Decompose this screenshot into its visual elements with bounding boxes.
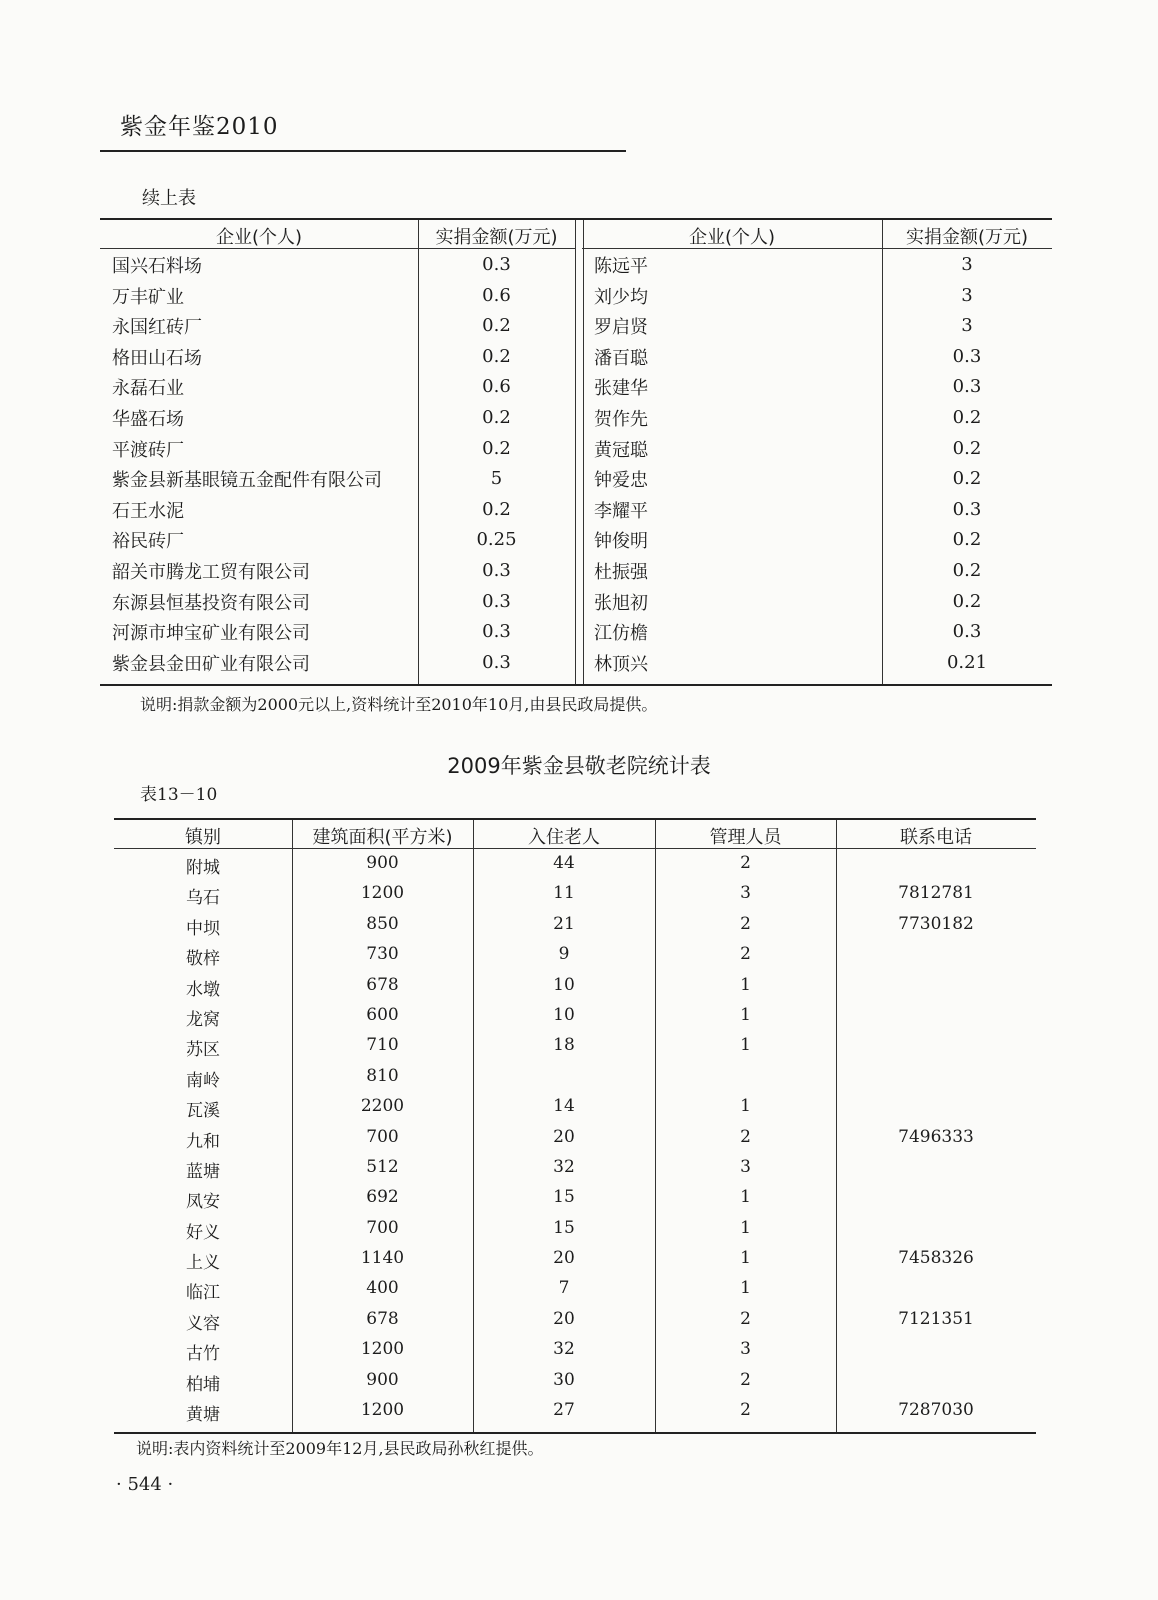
table-row [582,523,1052,554]
resident-elders: 9 [558,944,570,965]
resident-elders: 21 [553,913,575,934]
donor-name: 刘少均 [594,286,648,308]
resident-elders: 15 [553,1187,575,1208]
table-row [114,1304,1036,1334]
table-row [114,848,1036,878]
management-staff: 1 [740,1278,751,1299]
building-area: 600 [366,1004,399,1025]
yearbook-header-title: 紫金年鉴2010 [120,114,279,140]
donor-name: 潘百聪 [594,347,648,369]
table-row [100,309,575,340]
table-row [582,615,1052,646]
donor-name: 紫金县新基眼镜五金配件有限公司 [112,470,382,492]
table-row [114,878,1036,908]
nursing-note: 说明:表内资料统计至2009年12月,县民政局孙秋红提供。 [136,1439,544,1458]
resident-elders: 14 [553,1096,575,1117]
table-row [582,309,1052,340]
donation-table-right-half [582,220,1052,684]
donor-name: 黄冠聪 [594,439,648,461]
column-header-town: 镇别 [185,827,221,848]
donation-table-left-half [100,220,575,684]
donor-name: 韶关市腾龙工贸有限公司 [112,561,310,583]
table-number-label: 表13－10 [140,785,218,805]
table-row [114,1122,1036,1152]
donation-amount: 0.6 [482,376,511,398]
donation-amount: 0.3 [952,621,982,643]
donation-table [100,218,1052,686]
building-area: 1140 [360,1248,405,1269]
building-area: 1200 [360,1400,405,1421]
nursing-home-table [114,818,1036,1434]
continued-label: 续上表 [142,188,196,209]
table-row [100,462,575,493]
donor-name: 李耀平 [594,500,648,522]
building-area: 710 [366,1035,399,1056]
resident-elders: 20 [553,1308,575,1329]
table-row [114,970,1036,1000]
donation-amount: 0.3 [482,651,511,673]
donor-name: 张建华 [594,378,648,400]
donor-name: 国兴石料场 [112,256,202,277]
donation-amount: 0.2 [482,345,511,367]
resident-elders: 44 [553,853,575,873]
management-staff: 3 [740,883,751,904]
column-header-amount: 实捐金额(万元) [905,227,1029,248]
table-row [582,370,1052,401]
donation-amount: 0.2 [952,437,982,459]
resident-elders: 11 [553,883,575,904]
town-name: 义容 [186,1313,220,1334]
table-row [114,1152,1036,1182]
donation-amount: 3 [961,315,973,337]
management-staff: 2 [740,1400,751,1421]
column-header-amount: 实捐金额(万元) [435,227,558,248]
donation-amount: 0.3 [482,254,511,275]
page-number: · 544 · [116,1474,174,1495]
table-row [114,1243,1036,1273]
management-staff: 2 [740,1369,751,1390]
town-name: 水墩 [186,979,220,1000]
table-row [100,615,575,646]
resident-elders: 10 [553,1004,575,1025]
donation-table-header-left [100,220,575,249]
management-staff: 2 [740,1126,751,1147]
table-row [582,493,1052,524]
resident-elders: 32 [553,1339,575,1360]
donation-amount: 0.3 [482,590,511,612]
building-area: 900 [366,1369,399,1390]
donation-rows-left [100,248,575,676]
building-area: 678 [366,974,399,995]
management-staff: 3 [740,1339,751,1360]
donor-name: 东源县恒基投资有限公司 [112,592,310,614]
management-staff: 1 [740,1004,751,1025]
donation-amount: 0.2 [952,529,982,551]
resident-elders: 30 [553,1369,575,1390]
column-header-enterprise: 企业(个人) [215,227,303,248]
donor-name: 杜振强 [594,561,648,583]
donor-name: 江仿檐 [594,623,648,645]
management-staff: 1 [740,1217,751,1238]
donor-name: 张旭初 [594,592,648,614]
table-row [582,340,1052,371]
donation-amount: 0.25 [476,529,517,551]
town-name: 乌石 [186,888,220,909]
town-name: 龙窝 [186,1009,220,1030]
table-row [100,646,575,677]
donor-name: 万丰矿业 [112,286,184,308]
contact-phone: 7458326 [898,1248,974,1269]
contact-phone: 7730182 [898,913,974,934]
donation-amount: 0.2 [952,590,982,612]
building-area: 700 [366,1217,399,1238]
donation-rows-right [582,248,1052,676]
donor-name: 罗启贤 [594,317,648,339]
donor-name: 永国红砖厂 [112,317,202,339]
table-row [114,1365,1036,1395]
resident-elders: 18 [553,1035,575,1056]
building-area: 700 [366,1126,399,1147]
donation-amount: 0.2 [482,437,511,459]
management-staff: 2 [740,1308,751,1329]
donation-amount: 0.3 [952,498,982,520]
table-row [582,248,1052,279]
donation-amount: 0.3 [482,621,511,643]
table-row [114,1091,1036,1121]
management-staff: 1 [740,1187,751,1208]
donation-amount: 5 [490,468,503,490]
donor-name: 紫金县金田矿业有限公司 [112,653,310,675]
resident-elders: 15 [553,1217,575,1238]
management-staff: 3 [740,1156,751,1177]
town-name: 凤安 [186,1192,220,1213]
nursing-table-header [114,820,1036,849]
donor-name: 裕民砖厂 [112,531,184,553]
management-staff: 1 [740,1035,751,1056]
table-row [100,401,575,432]
resident-elders: 20 [553,1248,575,1269]
table-row [582,554,1052,585]
donor-name: 陈远平 [594,256,648,277]
table-row [582,279,1052,310]
donor-name: 格田山石场 [112,347,202,369]
building-area: 1200 [360,883,405,904]
nursing-table-title: 2009年紫金县敬老院统计表 [447,754,711,778]
donation-amount: 0.2 [482,406,511,428]
donation-amount: 0.3 [482,559,511,581]
management-staff: 2 [740,853,751,873]
table-row [100,493,575,524]
donor-name: 林顶兴 [594,653,648,675]
table-row [100,432,575,463]
table-row [582,585,1052,616]
town-name: 临江 [186,1283,220,1304]
column-header-elders: 入住老人 [528,827,600,848]
donor-name: 永磊石业 [112,378,184,400]
town-name: 敬梓 [186,949,220,970]
donation-table-header-right [582,220,1052,249]
table-row [582,432,1052,463]
donor-name: 河源市坤宝矿业有限公司 [112,623,310,645]
town-name: 南岭 [186,1070,220,1091]
table-row [100,370,575,401]
town-name: 古竹 [186,1344,220,1365]
resident-elders: 20 [553,1126,575,1147]
donor-name: 钟爱忠 [594,470,648,492]
table-row [114,1273,1036,1303]
table-row [100,523,575,554]
column-header-area: 建筑面积(平方米) [312,827,453,848]
table-row [114,1000,1036,1030]
contact-phone: 7121351 [898,1308,974,1329]
donation-amount: 0.2 [952,559,982,581]
resident-elders: 32 [553,1156,575,1177]
donor-name: 钟俊明 [594,531,648,553]
donation-amount: 0.6 [482,284,511,306]
donation-amount: 0.2 [482,498,511,520]
donation-amount: 0.21 [946,651,988,673]
donor-name: 贺作先 [594,408,648,430]
management-staff: 2 [740,944,751,965]
building-area: 900 [366,853,399,873]
table-row [114,939,1036,969]
building-area: 1200 [360,1339,405,1360]
building-area: 512 [366,1156,399,1177]
contact-phone: 7812781 [898,883,974,904]
donation-amount: 0.3 [952,376,982,398]
building-area: 810 [366,1065,399,1086]
donation-amount: 3 [961,284,973,306]
management-staff: 1 [740,974,751,995]
management-staff: 1 [740,1096,751,1117]
nursing-table-rows [114,848,1036,1425]
donor-name: 石王水泥 [112,500,184,522]
resident-elders: 27 [553,1400,575,1421]
table-row [100,248,575,279]
town-name: 中坝 [186,918,220,939]
table-row [114,1395,1036,1425]
donation-amount: 0.2 [482,315,511,337]
building-area: 850 [366,913,399,934]
town-name: 附城 [186,858,220,878]
donor-name: 华盛石场 [112,408,184,430]
table-row [114,1061,1036,1091]
town-name: 苏区 [186,1040,220,1061]
donation-amount: 0.2 [952,468,982,490]
town-name: 上义 [186,1253,220,1274]
table-row [114,1334,1036,1364]
town-name: 黄塘 [186,1405,220,1426]
management-staff: 2 [740,913,751,934]
town-name: 瓦溪 [186,1101,220,1122]
table-row [582,646,1052,677]
town-name: 蓝塘 [186,1161,220,1182]
town-name: 好义 [186,1222,220,1243]
donation-note: 说明:捐款金额为2000元以上,资料统计至2010年10月,由县民政局提供。 [140,695,658,714]
building-area: 2200 [360,1096,405,1117]
table-row [114,1182,1036,1212]
donation-amount: 0.2 [952,406,982,428]
table-row [100,279,575,310]
donor-name: 平渡砖厂 [112,439,184,461]
building-area: 730 [366,944,399,965]
resident-elders: 10 [553,974,575,995]
building-area: 400 [366,1278,399,1299]
column-header-staff: 管理人员 [709,827,782,848]
resident-elders: 7 [558,1278,570,1299]
table-row [114,909,1036,939]
header-rule [100,150,626,152]
table-row [100,340,575,371]
column-header-phone: 联系电话 [900,827,972,848]
table-row [114,1030,1036,1060]
table-row [582,401,1052,432]
management-staff: 1 [740,1248,751,1269]
contact-phone: 7496333 [898,1126,974,1147]
column-header-enterprise: 企业(个人) [688,227,776,248]
table-row [582,462,1052,493]
contact-phone: 7287030 [898,1400,974,1421]
town-name: 柏埔 [186,1374,220,1395]
table-row [100,554,575,585]
building-area: 692 [366,1187,399,1208]
table-row [100,585,575,616]
table-row [114,1213,1036,1243]
town-name: 九和 [186,1131,220,1152]
donation-amount: 0.3 [952,345,982,367]
donation-amount: 3 [961,254,973,275]
building-area: 678 [366,1308,399,1329]
